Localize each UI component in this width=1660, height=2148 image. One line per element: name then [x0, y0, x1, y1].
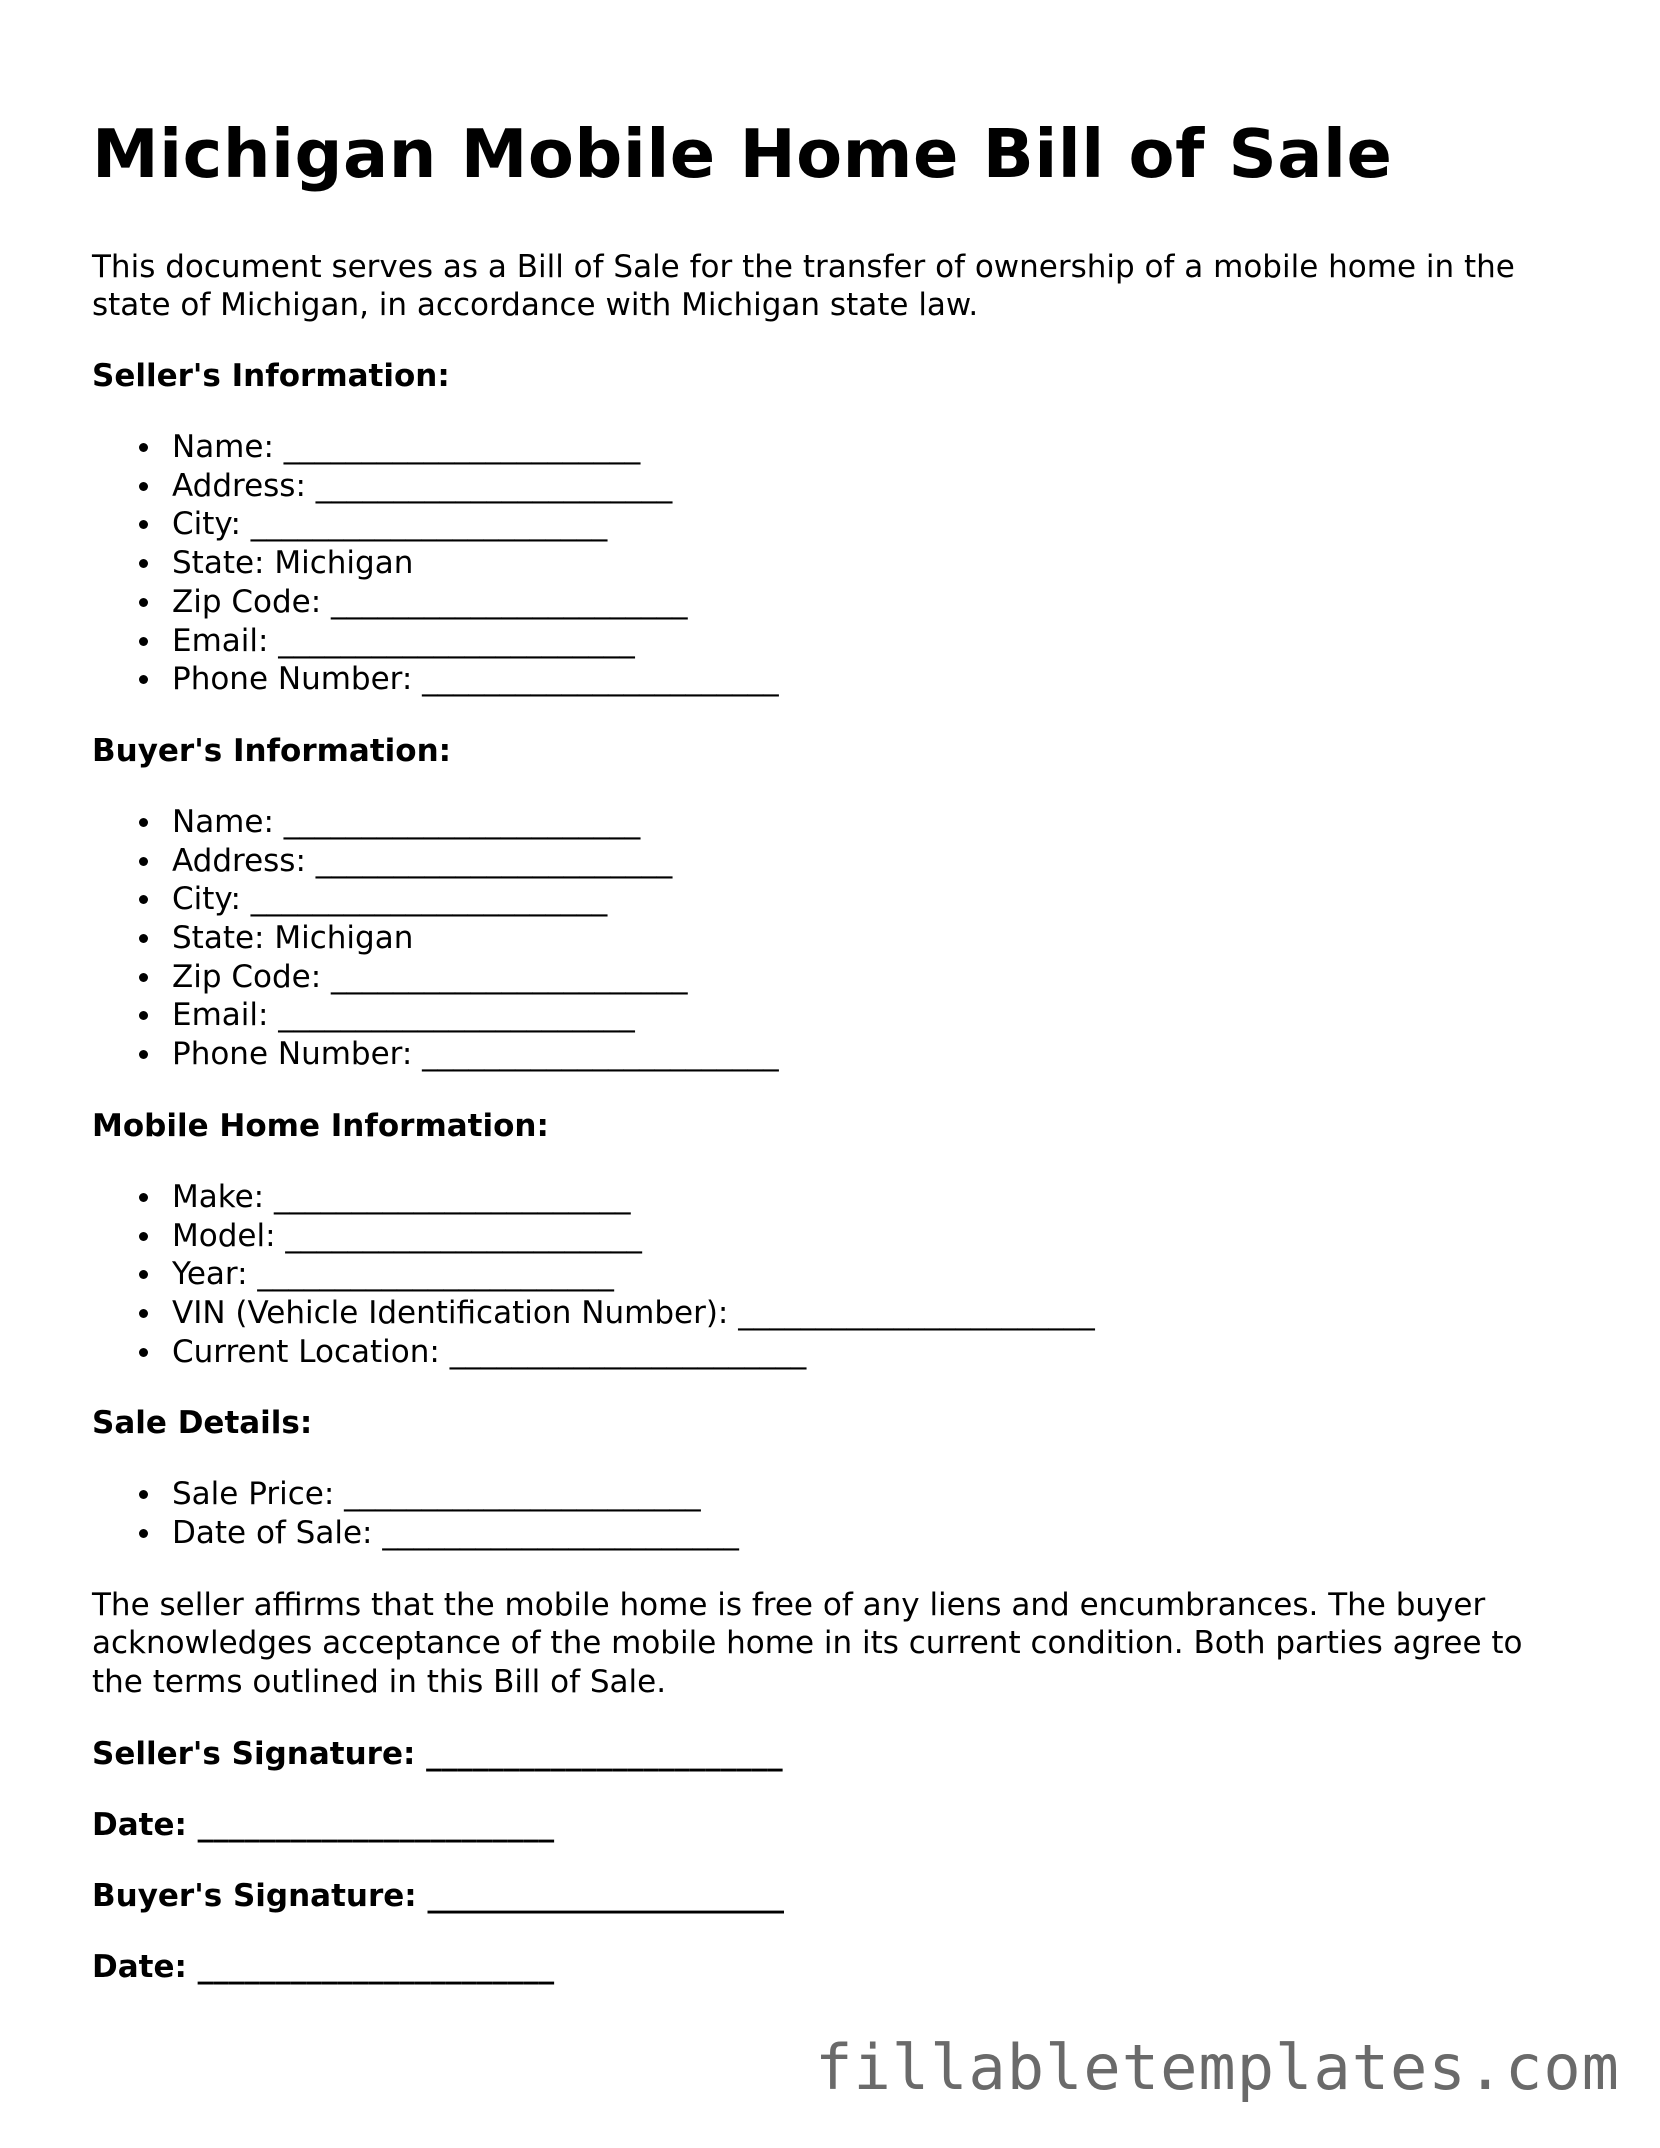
- buyer-field-list: [92, 803, 1572, 1074]
- buyer-section-heading: Buyer's Information:: [92, 732, 452, 769]
- site-watermark: fillabletemplates.com: [815, 2031, 1620, 2104]
- buyer-name-field: Name: _______________________: [172, 803, 1572, 842]
- sale-field-list: [92, 1475, 1572, 1552]
- document-page: [92, 112, 1572, 1986]
- home-section-heading: Mobile Home Information:: [92, 1107, 549, 1144]
- intro-paragraph: This document serves as a Bill of Sale for the transfer of ownership of a mobile home in the state of Michigan, in accordance with Michigan state law.: [92, 249, 1515, 323]
- terms-statement: The seller affirms that the mobile home is free of any liens and encumbrances. The buyer acknowledges acceptance of the mobile home in its current condition. Both parties agree to the terms outlined in this Bill of Sale.: [92, 1586, 1523, 1701]
- sale-price-field: Sale Price: _______________________: [172, 1475, 1572, 1514]
- home-make-field: Make: _______________________: [172, 1178, 1572, 1217]
- buyer-city-field: City: _______________________: [172, 880, 1572, 919]
- seller-phone-field: Phone Number: _______________________: [172, 660, 1572, 699]
- home-field-list: [92, 1178, 1572, 1372]
- seller-field-list: [92, 428, 1572, 699]
- seller-email-field: Email: _______________________: [172, 622, 1572, 661]
- seller-section-heading: Seller's Information:: [92, 358, 450, 394]
- document-title: Michigan Mobile Home Bill of Sale: [92, 115, 1393, 193]
- buyer-address-field: Address: _______________________: [172, 842, 1572, 881]
- seller-city-field: City: _______________________: [172, 505, 1572, 544]
- seller-signature-line: Seller's Signature: _______________________: [92, 1735, 783, 1772]
- home-vin-field: VIN (Vehicle Identification Number): _______________________: [172, 1294, 1572, 1333]
- home-location-field: Current Location: _______________________: [172, 1333, 1572, 1372]
- home-model-field: Model: _______________________: [172, 1217, 1572, 1256]
- sale-section-heading: Sale Details:: [92, 1405, 313, 1442]
- seller-date-line: Date: _______________________: [92, 1806, 555, 1843]
- sale-date-field: Date of Sale: _______________________: [172, 1514, 1572, 1553]
- seller-name-field: Name: _______________________: [172, 428, 1572, 467]
- buyer-date-line: Date: _______________________: [92, 1948, 555, 1985]
- buyer-state-field: State: Michigan: [172, 919, 1572, 958]
- seller-state-field: State: Michigan: [172, 544, 1572, 583]
- buyer-phone-field: Phone Number: _______________________: [172, 1035, 1572, 1074]
- seller-address-field: Address: _______________________: [172, 467, 1572, 506]
- buyer-signature-line: Buyer's Signature: _______________________: [92, 1877, 784, 1914]
- seller-zip-field: Zip Code: _______________________: [172, 583, 1572, 622]
- home-year-field: Year: _______________________: [172, 1255, 1572, 1294]
- buyer-email-field: Email: _______________________: [172, 996, 1572, 1035]
- buyer-zip-field: Zip Code: _______________________: [172, 958, 1572, 997]
